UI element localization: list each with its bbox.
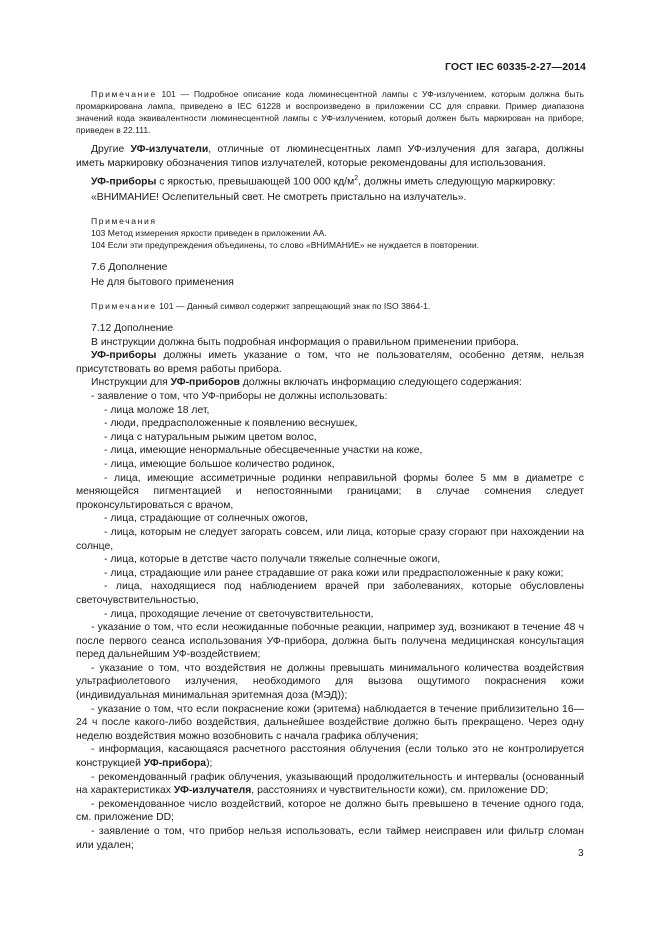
list-item: - указание о том, что если покраснение кожи (эритема) наблюдается в течение приблизительно 16—24 ч после какого-либо воздействия, дальнейшее воздействие должно быть прекращено. Через одну неделю воздействия можно возобновить с начала графика облучения;	[76, 703, 584, 742]
section-7-12-title: 7.12 Дополнение	[91, 323, 174, 335]
note-label: Примечание	[91, 89, 157, 99]
paragraph-text: , расстояниях и чувствительности кожи), см. приложение DD;	[251, 785, 549, 797]
note-101-marking	[76, 88, 584, 136]
list-item: - лица моложе 18 лет,	[104, 404, 210, 416]
list-item: - лица с натуральным рыжим цветом волос,	[104, 431, 317, 443]
paragraph-text: , должны иметь следующую маркировку:	[358, 176, 556, 188]
section-7-6-text: Не для бытового применения	[91, 277, 234, 289]
paragraph-text: - рекомендованный график облучения, указывающий продолжительность и интервалы (основанный на характеристиках	[76, 771, 584, 797]
list-item: - указание о том, что если неожиданные побочные реакции, например зуд, возникают в течение 48 ч после первого сеанса использования УФ-прибора, должна быть получена медицинская консультация перед дальнейшим УФ-воздействием;	[76, 622, 584, 661]
note-104: 104 Если эти предупреждения объединены, то слово «ВНИМАНИЕ» не нуждается в повторении.	[91, 239, 480, 250]
list-item-distance	[76, 743, 584, 770]
list-item: - лица, которым не следует загорать совсем, или лица, которые сразу сгорают при нахождении на солнце,	[76, 526, 584, 552]
note-text: 101 — Данный символ содержит запрещающий знак по ISO 3864-1.	[156, 301, 431, 312]
term-uf-devices: УФ-приборы	[91, 350, 157, 362]
notes-label	[76, 215, 584, 227]
term-uf-devices: УФ-приборы	[91, 176, 157, 188]
note-103: 103 Метод измерения яркости приведен в приложении АА.	[91, 227, 327, 238]
document-header: ГОСТ IEC 60335-2-27—2014	[444, 61, 586, 73]
paragraph-instructions	[76, 376, 584, 390]
list-item: - указание о том, что воздействия не должны превышать минимального количества воздействия ультрафиолетового излучения, необходимого для вызова ощутимого покраснения кожи (индивидуальная минимальная эритемная доза (МЭД));	[76, 662, 584, 702]
term-uf-device: УФ-прибора	[143, 758, 207, 770]
list-item: - рекомендованное число воздействий, которое не должно быть превышено в течение одного года, см. приложение DD;	[76, 798, 584, 824]
paragraph-text: Инструкции для	[91, 377, 171, 389]
list-item: - лица, имеющие ненормальные обесцвеченные участки на коже,	[104, 445, 423, 457]
list-item: - лица, имеющие ассиметричные родинки неправильной формы более 5 мм в диаметре с меняющейся пигментацией и непостоянными границами; в случае сомнения следует проконсультироваться с врачом,	[76, 472, 584, 511]
list-item: - лица, страдающие от солнечных ожогов,	[104, 513, 309, 525]
term-uf-emitters: УФ-излучатели	[130, 144, 209, 155]
list-item: - лица, проходящие лечение от светочувствительности,	[104, 608, 374, 620]
paragraph-text: Другие	[91, 144, 131, 155]
term-uf-devices: УФ-приборов	[170, 377, 240, 389]
note-label: Примечание	[91, 301, 157, 312]
notes-heading: Примечания	[91, 215, 157, 226]
list-item: - заявление о том, что прибор нельзя использовать, если таймер неисправен или фильтр сломан или удален;	[76, 826, 584, 851]
list-item: - люди, предрасположенные к появлению веснушек,	[104, 418, 358, 430]
section-7-12-intro: В инструкции должна быть подробная информация о правильном применении прибора.	[91, 336, 519, 348]
note-text: 101 — Подробное описание кода люминесцентной лампы с УФ-излучением, которым должна быть промаркирована лампа, приведено в IEC 61228 и воспроизведено в приложении СС для справки. Пример диапазона значений кода эквивалентности люминесцентной лампы с УФ-излучением, который должен быть маркирован на приборе, приведен в 22.111.	[76, 89, 584, 135]
page-number: 3	[578, 848, 584, 859]
paragraph-text: должны включать информацию следующего содержания:	[239, 377, 522, 389]
section-7-6-title: 7.6 Дополнение	[91, 261, 168, 273]
page-content	[76, 88, 584, 852]
paragraph-text: с яркостью, превышающей 100 000 кд/м	[156, 176, 355, 188]
paragraph-text: должны иметь указание о том, что не пользователям, особенно детям, нельзя присутствовать во время работы прибора.	[76, 350, 584, 375]
paragraph-text: - информация, касающаяся расчетного расстояния облучения (если только это не контролируется конструкцией	[76, 744, 584, 770]
list-item: - лица, которые в детстве часто получали тяжелые солнечные ожоги,	[104, 554, 441, 566]
paragraph-text: , отличные от люминесцентных ламп УФ-излучения для загара, должны иметь маркировку обозначения типов излучателей, которые рекомендованы для использования.	[76, 144, 584, 169]
list-item: - лица, страдающие или ранее страдавшие от рака кожи или предрасположенные к раку кожи;	[104, 567, 564, 579]
superscript: 2	[354, 175, 359, 183]
paragraph-uf-children	[76, 349, 584, 376]
note-101-symbol	[76, 300, 584, 312]
list-item: - лица, находящиеся под наблюдением врачей при заболеваниях, которые обусловлены светочувствительностью,	[76, 581, 584, 606]
warning-text: «ВНИМАНИЕ! Ослепительный свет. Не смотреть пристально на излучатель».	[91, 192, 467, 204]
term-uf-emitter: УФ-излучателя	[173, 785, 252, 797]
paragraph-other-emitters	[76, 143, 584, 170]
statement-not-use: - заявление о том, что УФ-приборы не должны использовать:	[91, 391, 388, 402]
paragraph-text: );	[206, 758, 213, 770]
paragraph-brightness	[76, 172, 584, 189]
list-item: - лица, имеющие большое количество родинок,	[104, 458, 335, 470]
list-item-schedule	[76, 771, 584, 798]
